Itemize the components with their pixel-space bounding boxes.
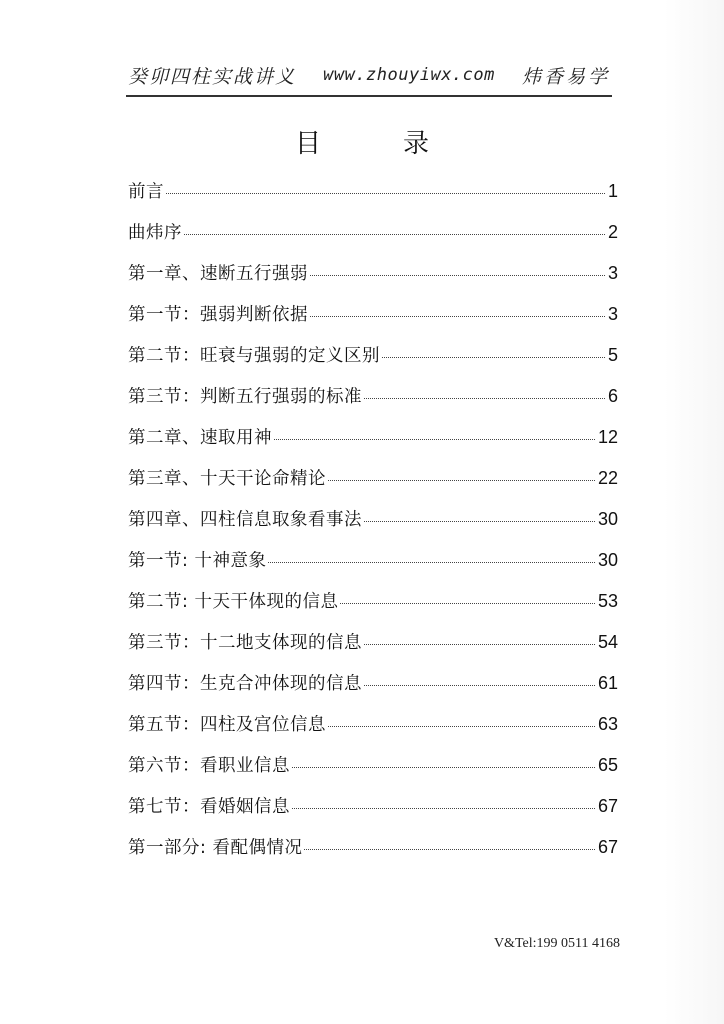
toc-dot-leader	[166, 193, 605, 194]
toc-entry[interactable]	[128, 178, 618, 219]
toc-dot-leader	[328, 726, 595, 727]
toc-dot-leader	[340, 603, 595, 604]
toc-dot-leader	[292, 767, 595, 768]
toc-entry[interactable]	[128, 465, 618, 506]
running-header	[128, 58, 610, 92]
toc-entry[interactable]	[128, 670, 618, 711]
toc-entry-label: 第二章、速取用神	[128, 428, 272, 448]
toc-entry[interactable]	[128, 342, 618, 383]
toc-entry-page-number: 67	[597, 796, 618, 816]
toc-entry-label: 第三节：十二地支体现的信息	[128, 633, 362, 653]
toc-entry-label: 第六节：看职业信息	[128, 756, 290, 776]
toc-entry-page-number: 53	[597, 591, 618, 611]
toc-entry[interactable]	[128, 424, 618, 465]
toc-entry-page-number: 67	[597, 837, 618, 857]
header-url: www.zhouyiwx.com	[323, 65, 495, 85]
toc-dot-leader	[268, 562, 595, 563]
toc-entry-page-number: 54	[597, 632, 618, 652]
toc-entry-label: 第四章、四柱信息取象看事法	[128, 510, 362, 530]
toc-entry-page-number: 61	[597, 673, 618, 693]
toc-entry[interactable]	[128, 752, 618, 793]
toc-entry-page-number: 22	[597, 468, 618, 488]
toc-entry-page-number: 5	[607, 345, 618, 365]
toc-entry[interactable]	[128, 547, 618, 588]
header-brand: 炜香易学	[521, 65, 610, 88]
toc-dot-leader	[274, 439, 595, 440]
toc-entry-label: 第一节: 十神意象	[128, 551, 267, 571]
toc-list	[128, 178, 618, 875]
toc-entry-label: 第一节：强弱判断依据	[128, 305, 308, 325]
toc-entry-page-number: 3	[607, 304, 618, 324]
toc-dot-leader	[382, 357, 605, 358]
toc-entry-label: 第五节：四柱及宫位信息	[128, 715, 326, 735]
toc-entry[interactable]	[128, 711, 618, 752]
toc-entry-label: 第三章、十天干论命精论	[128, 469, 326, 489]
toc-entry-label: 第四节：生克合冲体现的信息	[128, 674, 362, 694]
toc-entry-page-number: 6	[607, 386, 618, 406]
header-title: 癸卯四柱实战讲义	[128, 65, 297, 88]
header-rule	[126, 95, 612, 97]
toc-dot-leader	[304, 849, 595, 850]
toc-entry[interactable]	[128, 629, 618, 670]
toc-entry-page-number: 1	[607, 181, 618, 201]
toc-dot-leader	[328, 480, 595, 481]
toc-entry-page-number: 63	[597, 714, 618, 734]
toc-entry-label: 第一章、速断五行强弱	[128, 264, 308, 284]
toc-entry-page-number: 3	[607, 263, 618, 283]
toc-entry-label: 第一部分: 看配偶情况	[128, 838, 303, 858]
toc-dot-leader	[310, 316, 605, 317]
toc-entry[interactable]	[128, 506, 618, 547]
toc-entry-label: 前言	[128, 182, 164, 202]
toc-entry-page-number: 30	[597, 550, 618, 570]
toc-entry[interactable]	[128, 793, 618, 834]
footer-contact: V&Tel:199 0511 4168	[493, 936, 620, 951]
toc-entry-page-number: 30	[597, 509, 618, 529]
toc-dot-leader	[292, 808, 595, 809]
toc-dot-leader	[364, 685, 595, 686]
toc-entry[interactable]	[128, 219, 618, 260]
toc-dot-leader	[184, 234, 605, 235]
toc-dot-leader	[364, 398, 605, 399]
toc-entry[interactable]	[128, 588, 618, 629]
toc-entry-label: 第三节：判断五行强弱的标准	[128, 387, 362, 407]
toc-entry[interactable]	[128, 260, 618, 301]
toc-entry-label: 第二节: 十天干体现的信息	[128, 592, 339, 612]
toc-entry[interactable]	[128, 383, 618, 424]
toc-dot-leader	[310, 275, 605, 276]
toc-dot-leader	[364, 644, 595, 645]
toc-entry-label: 第七节：看婚姻信息	[128, 797, 290, 817]
toc-heading: 目 录	[294, 129, 457, 159]
toc-entry-page-number: 12	[597, 427, 618, 447]
toc-dot-leader	[364, 521, 595, 522]
toc-entry-label: 第二节：旺衰与强弱的定义区别	[128, 346, 380, 366]
toc-entry-page-number: 65	[597, 755, 618, 775]
toc-entry[interactable]	[128, 301, 618, 342]
toc-entry[interactable]	[128, 834, 618, 875]
toc-entry-page-number: 2	[607, 222, 618, 242]
toc-entry-label: 曲炜序	[128, 223, 182, 243]
